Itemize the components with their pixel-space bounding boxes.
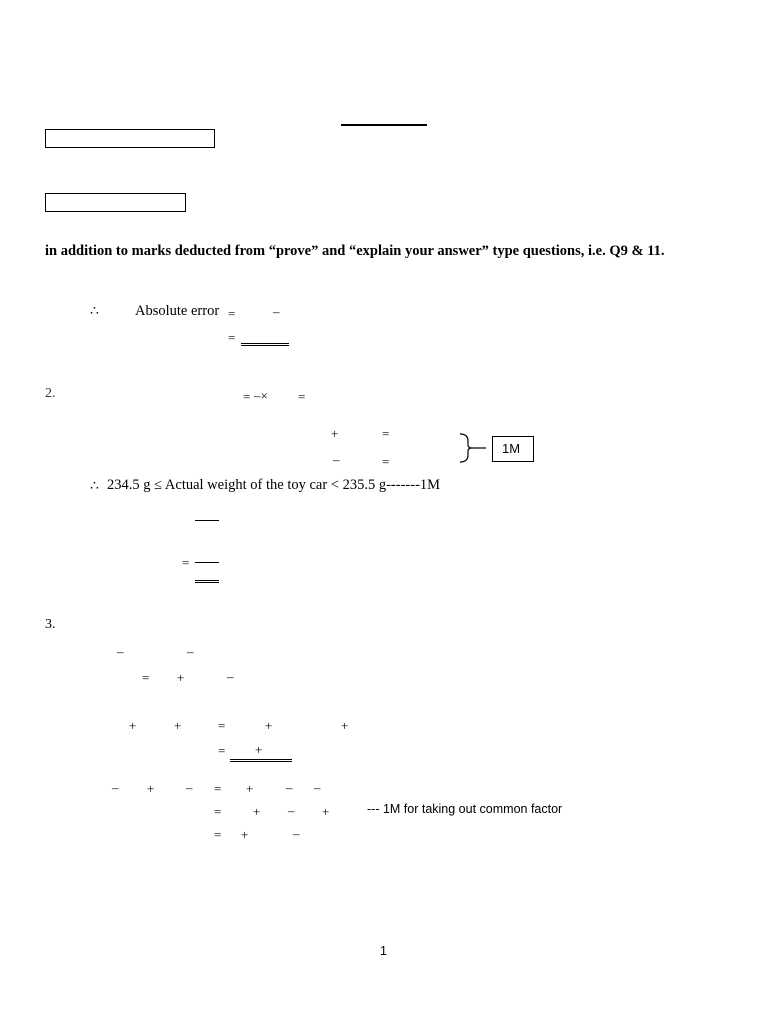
title-underline [341, 124, 427, 126]
header-box-1 [45, 129, 215, 148]
absolute-error-label: Absolute error [135, 303, 220, 319]
equals-sign: = [218, 718, 226, 733]
double-underline [241, 343, 289, 346]
minus-times-sign: –× [254, 388, 268, 403]
therefore-symbol: ∴ [90, 304, 99, 319]
equals-sign: = [382, 426, 390, 441]
plus-sign: + [331, 426, 339, 441]
minus-sign: – [186, 780, 193, 795]
header-box-2 [45, 193, 186, 212]
therefore-symbol: ∴ [90, 479, 99, 494]
plus-sign: + [147, 781, 155, 796]
plus-sign: + [253, 804, 261, 819]
plus-sign: + [341, 718, 349, 733]
minus-sign: – [333, 452, 340, 467]
mark-box-1m [492, 436, 534, 462]
plus-sign: + [174, 718, 182, 733]
plus-sign: + [241, 827, 249, 842]
minus-sign: – [187, 644, 194, 659]
equals-sign: = [243, 389, 251, 404]
minus-sign: – [288, 803, 295, 818]
double-underline [230, 759, 292, 762]
weight-range-statement: 234.5 g ≤ Actual weight of the toy car < 235.5 g-------1M [107, 477, 441, 493]
plus-sign: + [255, 742, 263, 757]
question-number: 3. [45, 617, 56, 632]
equals-sign: = [228, 306, 236, 321]
page-number: 1 [380, 944, 387, 958]
equals-sign: = [228, 330, 236, 345]
minus-sign: – [286, 780, 293, 795]
plus-sign: + [246, 781, 254, 796]
common-factor-mark-note: --- 1M for taking out common factor [367, 802, 563, 816]
minus-sign: – [314, 780, 321, 795]
equals-sign: = [182, 555, 190, 570]
minus-sign: – [227, 669, 234, 684]
question-number: 2. [45, 386, 56, 401]
equals-sign: = [142, 670, 150, 685]
minus-sign: – [117, 644, 124, 659]
minus-sign: – [112, 780, 119, 795]
equals-sign: = [214, 804, 222, 819]
minus-sign: – [273, 304, 280, 319]
equals-sign: = [298, 389, 306, 404]
plus-sign: + [265, 718, 273, 733]
plus-sign: + [177, 670, 185, 685]
equals-sign: = [214, 781, 222, 796]
right-brace-icon [458, 432, 488, 464]
equals-sign: = [214, 827, 222, 842]
fraction-bar [195, 520, 219, 521]
marking-note: in addition to marks deducted from “prove” and “explain your answer” type questions, i.e. Q9 & 11. [45, 243, 665, 259]
plus-sign: + [322, 804, 330, 819]
plus-sign: + [129, 718, 137, 733]
minus-sign: – [293, 826, 300, 841]
equals-sign: = [382, 454, 390, 469]
equals-sign: = [218, 743, 226, 758]
double-underline [195, 580, 219, 583]
fraction-bar [195, 562, 219, 563]
mark-label: 1M [502, 441, 521, 456]
